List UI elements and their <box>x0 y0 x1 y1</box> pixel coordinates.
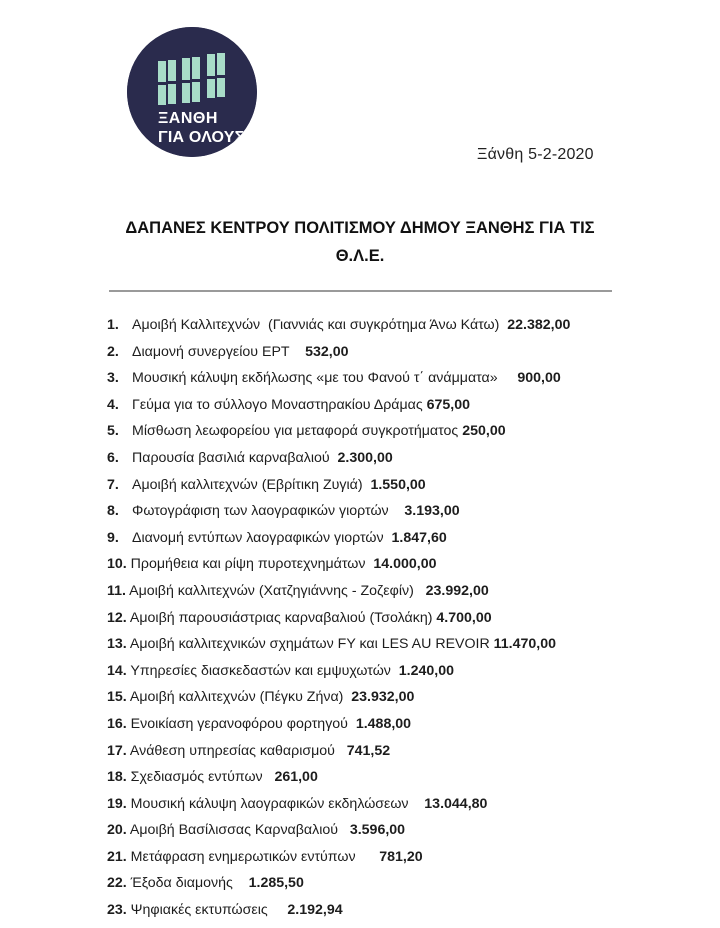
expense-item <box>107 502 570 529</box>
expense-item <box>107 742 570 769</box>
expense-item-description: Ψηφιακές εκτυπώσεις <box>126 902 288 919</box>
logo-xanthi-gia-olous <box>127 27 257 157</box>
expense-item-description: Αμοιβή Καλλιτεχνών (Γιαννιάς και συγκρότημα Άνω Κάτω) <box>132 317 508 333</box>
expense-item <box>107 555 570 582</box>
expense-item-amount: 261,00 <box>274 769 318 786</box>
expense-item-amount: 3.596,00 <box>349 822 406 839</box>
window-pane <box>217 78 225 97</box>
horizontal-divider <box>109 290 612 292</box>
expense-item-description: Μουσική κάλυψη λαογραφικών εκδηλώσεων <box>126 795 425 812</box>
expense-item-amount: 900,00 <box>517 370 561 387</box>
expense-item <box>107 901 570 928</box>
window-pane <box>217 53 225 75</box>
expense-item <box>107 582 570 609</box>
expense-item-amount: 14.000,00 <box>373 556 437 573</box>
expense-item-description: Γεύμα για το σύλλογο Μοναστηρακίου Δράμας <box>132 396 427 413</box>
window-pane <box>182 58 190 80</box>
expense-item-description: Αμοιβή καλλιτεχνών (Εβρίτικη Ζυγιά) <box>132 476 371 493</box>
logo-text-line1: ΞΑΝΘΗ <box>158 110 218 127</box>
expense-item-number: 20. <box>107 822 127 839</box>
expense-item-number: 4. <box>107 396 119 413</box>
expense-item <box>107 449 570 476</box>
logo-text-line2: ΓΙΑ ΟΛΟΥΣ <box>158 129 245 146</box>
expense-item-amount: 1.847,60 <box>391 529 447 546</box>
expense-item <box>107 662 570 689</box>
expense-item-number: 5. <box>107 423 119 440</box>
expense-item-number: 6. <box>107 449 119 466</box>
document-date: Ξάνθη 5-2-2020 <box>477 146 594 163</box>
window-pane <box>158 61 166 82</box>
expense-item-amount: 11.470,00 <box>493 636 557 653</box>
expense-item-description: Ανάθεση υπηρεσίας καθαρισμού <box>126 742 347 759</box>
expense-item-description: Αμοιβή καλλιτεχνών (Χατζηγιάννης - Ζοζεφίν) <box>125 582 426 599</box>
window-pane <box>207 79 215 98</box>
expense-item-amount: 3.193,00 <box>404 503 460 520</box>
expense-item-description: Παρουσία βασιλιά καρναβαλιού <box>132 449 338 466</box>
expense-item <box>107 422 570 449</box>
expense-item-description: Μίσθωση λεωφορείου για μεταφορά συγκροτήματος <box>132 423 463 440</box>
expense-item-description: Μουσική κάλυψη εκδήλωσης «με του Φανού τ΄ ανάμματα» <box>132 370 518 387</box>
expense-item <box>107 316 570 343</box>
expense-item-number: 7. <box>107 476 119 493</box>
expense-item-number: 21. <box>107 848 127 865</box>
expense-item-number: 17. <box>107 742 127 759</box>
expense-item-amount: 1.550,00 <box>370 476 426 493</box>
expense-item-number: 18. <box>107 769 127 786</box>
expense-item-number: 14. <box>107 662 127 679</box>
expense-item-number: 23. <box>107 902 127 919</box>
logo-graphic <box>127 27 257 157</box>
expense-item <box>107 476 570 503</box>
expense-item-number: 2. <box>107 343 119 360</box>
expense-item-number: 3. <box>107 370 119 387</box>
expense-item-number: 15. <box>107 689 127 706</box>
expense-item <box>107 795 570 822</box>
expense-item <box>107 768 570 795</box>
expense-item-amount: 23.992,00 <box>425 582 489 599</box>
expense-item-description: Αμοιβή καλλιτεχνών (Πέγκυ Ζήνα) <box>126 689 352 706</box>
window-pane <box>158 85 166 105</box>
window-pane <box>207 54 215 76</box>
expense-item <box>107 635 570 662</box>
expense-item-amount: 22.382,00 <box>507 317 571 333</box>
expense-item-amount: 1.240,00 <box>398 662 454 679</box>
expense-item-description: Ενοικίαση γερανοφόρου φορτηγού <box>126 715 356 732</box>
expense-item-number: 1. <box>107 317 119 333</box>
expense-item-number: 9. <box>107 529 119 546</box>
document-title-line1: ΔΑΠΑΝΕΣ ΚΕΝΤΡΟΥ ΠΟΛΙΤΙΣΜΟΥ ΔΗΜΟΥ ΞΑΝΘΗΣ ΓΙΑ ΤΙΣ <box>125 219 595 237</box>
window-pane <box>192 57 200 79</box>
expense-item-number: 16. <box>107 715 127 732</box>
expense-item-description: Αμοιβή καλλιτεχνικών σχημάτων FY και LES AU REVOIR <box>126 636 494 653</box>
expense-item-amount: 2.192,94 <box>287 902 343 919</box>
expense-item <box>107 369 570 396</box>
expense-item <box>107 688 570 715</box>
expense-item-amount: 675,00 <box>426 396 471 413</box>
expense-item-amount: 250,00 <box>462 423 506 440</box>
expense-item <box>107 609 570 636</box>
expense-item-amount: 1.488,00 <box>355 715 412 732</box>
expense-item-number: 10. <box>107 556 127 573</box>
expense-item-amount: 13.044,80 <box>424 795 488 812</box>
expense-item-amount: 4.700,00 <box>436 609 492 626</box>
expense-item-description: Αμοιβή παρουσιάστριας καρναβαλιού (Τσολάκη) <box>126 609 437 626</box>
document-title <box>100 214 620 270</box>
window-pane <box>192 82 200 102</box>
expense-item <box>107 874 570 901</box>
document-title-line2: Θ.Λ.Ε. <box>335 247 385 265</box>
window-pane <box>182 83 190 103</box>
expense-item-number: 11. <box>107 582 126 599</box>
expense-item <box>107 343 570 370</box>
expense-item-description: Αμοιβή Βασίλισσας Καρναβαλιού <box>126 822 350 839</box>
expense-item-description: Μετάφραση ενημερωτικών εντύπων <box>126 848 380 865</box>
expense-item-description: Προμήθεια και ρίψη πυροτεχνημάτων <box>126 556 374 573</box>
expense-item-amount: 1.285,50 <box>248 875 304 892</box>
expense-item <box>107 848 570 875</box>
expense-item-amount: 741,52 <box>346 742 391 759</box>
expense-item-description: Υπηρεσίες διασκεδαστών και εμψυχωτών <box>126 662 399 679</box>
expense-item-number: 12. <box>107 609 127 626</box>
expense-item-amount: 781,20 <box>379 848 423 865</box>
expense-item-amount: 2.300,00 <box>337 449 393 466</box>
expense-item-description: Διαμονή συνεργείου ΕΡΤ <box>132 343 306 360</box>
expense-item <box>107 396 570 423</box>
expense-item-description: Έξοδα διαμονής <box>126 875 249 892</box>
expense-item <box>107 529 570 556</box>
expense-item-number: 13. <box>107 636 127 653</box>
expense-item-number: 22. <box>107 875 127 892</box>
expense-list <box>107 316 570 928</box>
expense-item-description: Φωτογράφιση των λαογραφικών γιορτών <box>132 503 405 520</box>
expense-item-number: 8. <box>107 503 119 520</box>
expense-item-amount: 532,00 <box>305 343 349 360</box>
expense-item-description: Διανομή εντύπων λαογραφικών γιορτών <box>132 529 392 546</box>
window-pane <box>168 60 176 81</box>
expense-item <box>107 821 570 848</box>
expense-item-description: Σχεδιασμός εντύπων <box>126 769 275 786</box>
expense-item-number: 19. <box>107 795 127 812</box>
expense-item <box>107 715 570 742</box>
expense-item-amount: 23.932,00 <box>351 689 415 706</box>
window-pane <box>168 84 176 104</box>
